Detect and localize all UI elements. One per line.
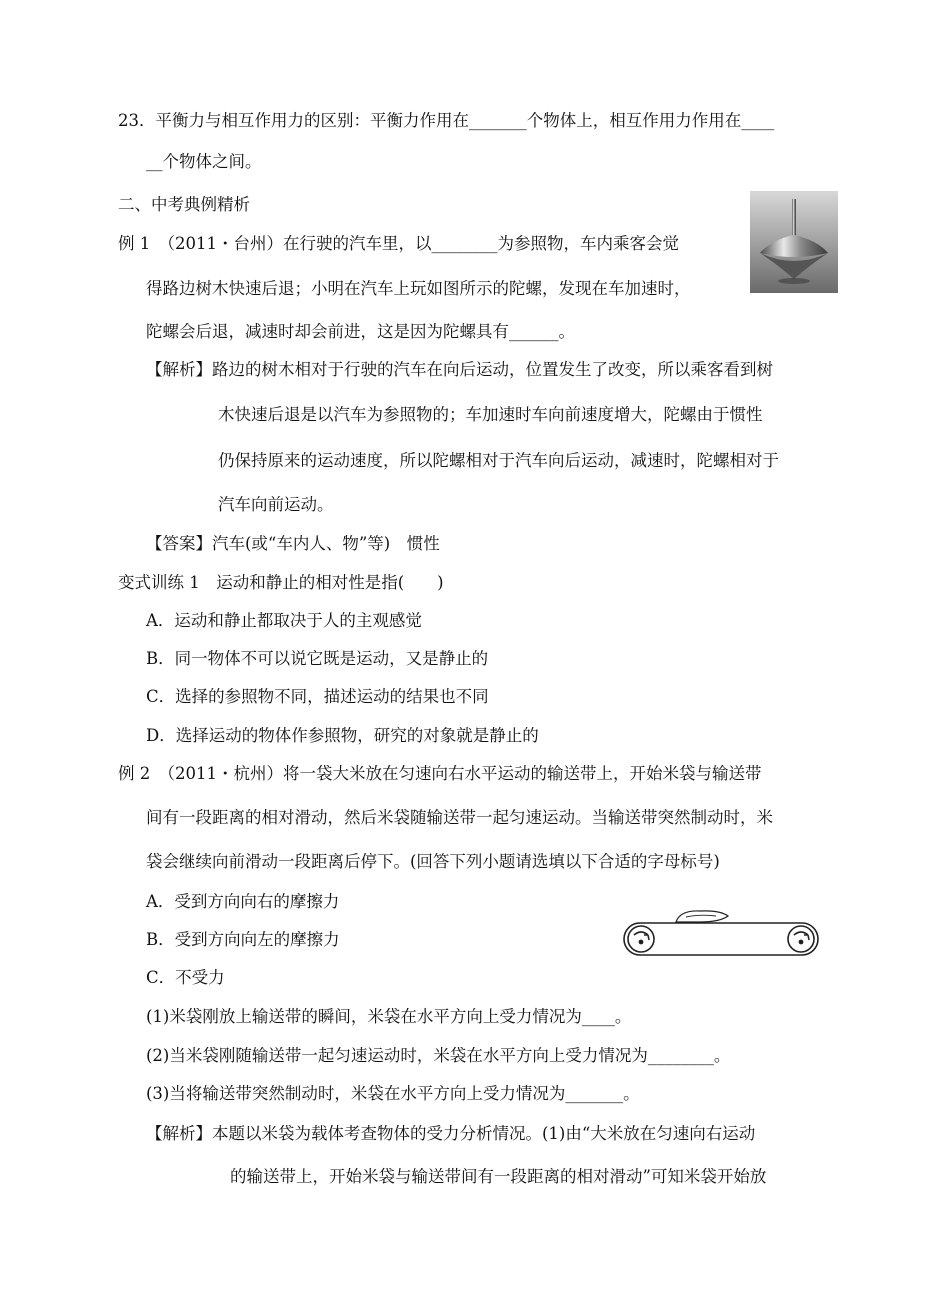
example2-line-3: 袋会继续向前滑动一段距离后停下。(回答下列小题请选填以下合适的字母标号) bbox=[146, 852, 720, 871]
example1-answer: 【答案】汽车(或“车内人、物”等) 惯性 bbox=[146, 534, 440, 553]
spinning-top-icon bbox=[750, 191, 838, 293]
example1-line-2: 得路边树木快速后退；小明在汽车上玩如图所示的陀螺，发现在车加速时， bbox=[146, 279, 691, 298]
conveyor-belt-icon bbox=[620, 902, 830, 964]
q23-line-2: __个物体之间。 bbox=[146, 152, 262, 171]
example1-analysis-line-4: 汽车向前运动。 bbox=[218, 495, 334, 514]
example2-question-2: (2)当米袋刚随输送带一起匀速运动时，米袋在水平方向上受力情况为________。 bbox=[146, 1046, 731, 1065]
section-heading: 二、中考典例精析 bbox=[118, 195, 250, 214]
example1-line-3: 陀螺会后退，减速时却会前进，这是因为陀螺具有______。 bbox=[146, 322, 575, 341]
example2-analysis-line-1: 【解析】本题以米袋为载体考查物体的受力分析情况。(1)由“大米放在匀速向右运动 bbox=[146, 1124, 756, 1143]
example2-question-1: (1)米袋刚放上输送带的瞬间，米袋在水平方向上受力情况为____。 bbox=[146, 1007, 632, 1026]
example2-option-a: A．受到方向向右的摩擦力 bbox=[146, 892, 340, 911]
example2-option-b: B．受到方向向左的摩擦力 bbox=[146, 930, 340, 949]
variant1-option-a: A．运动和静止都取决于人的主观感觉 bbox=[146, 611, 422, 630]
example1-analysis-line-2: 木快速后退是以汽车为参照物的；车加速时车向前速度增大，陀螺由于惯性 bbox=[218, 405, 763, 424]
example2-option-c: C．不受力 bbox=[146, 968, 225, 987]
variant1-question: 变式训练 1 运动和静止的相对性是指( ) bbox=[118, 573, 444, 592]
example2-line-2: 间有一段距离的相对滑动，然后米袋随输送带一起匀速运动。当输送带突然制动时，米 bbox=[146, 808, 773, 827]
example1-analysis-line-3: 仍保持原来的运动速度，所以陀螺相对于汽车向后运动，减速时，陀螺相对于 bbox=[218, 451, 779, 470]
example2-line-1: 例 2 （2011・杭州）将一袋大米放在匀速向右水平运动的输送带上，开始米袋与输送带 bbox=[118, 764, 762, 783]
example1-analysis-line-1: 【解析】路边的树木相对于行驶的汽车在向后运动，位置发生了改变，所以乘客看到树 bbox=[146, 360, 773, 379]
variant1-option-c: C．选择的参照物不同，描述运动的结果也不同 bbox=[146, 687, 489, 706]
q23-line-1: 23．平衡力与相互作用力的区别：平衡力作用在_______个物体上，相互作用力作用在____ bbox=[118, 111, 775, 130]
variant1-option-d: D．选择运动的物体作参照物，研究的对象就是静止的 bbox=[146, 726, 539, 745]
example1-line-1: 例 1 （2011・台州）在行驶的汽车里，以________为参照物，车内乘客会觉 bbox=[118, 234, 679, 253]
variant1-option-b: B．同一物体不可以说它既是运动，又是静止的 bbox=[146, 649, 489, 668]
conveyor-belt-image bbox=[620, 902, 830, 964]
example2-analysis-line-2: 的输送带上，开始米袋与输送带间有一段距离的相对滑动”可知米袋开始放 bbox=[230, 1167, 767, 1186]
spinning-top-image bbox=[750, 191, 838, 293]
example2-question-3: (3)当将输送带突然制动时，米袋在水平方向上受力情况为_______。 bbox=[146, 1084, 640, 1103]
